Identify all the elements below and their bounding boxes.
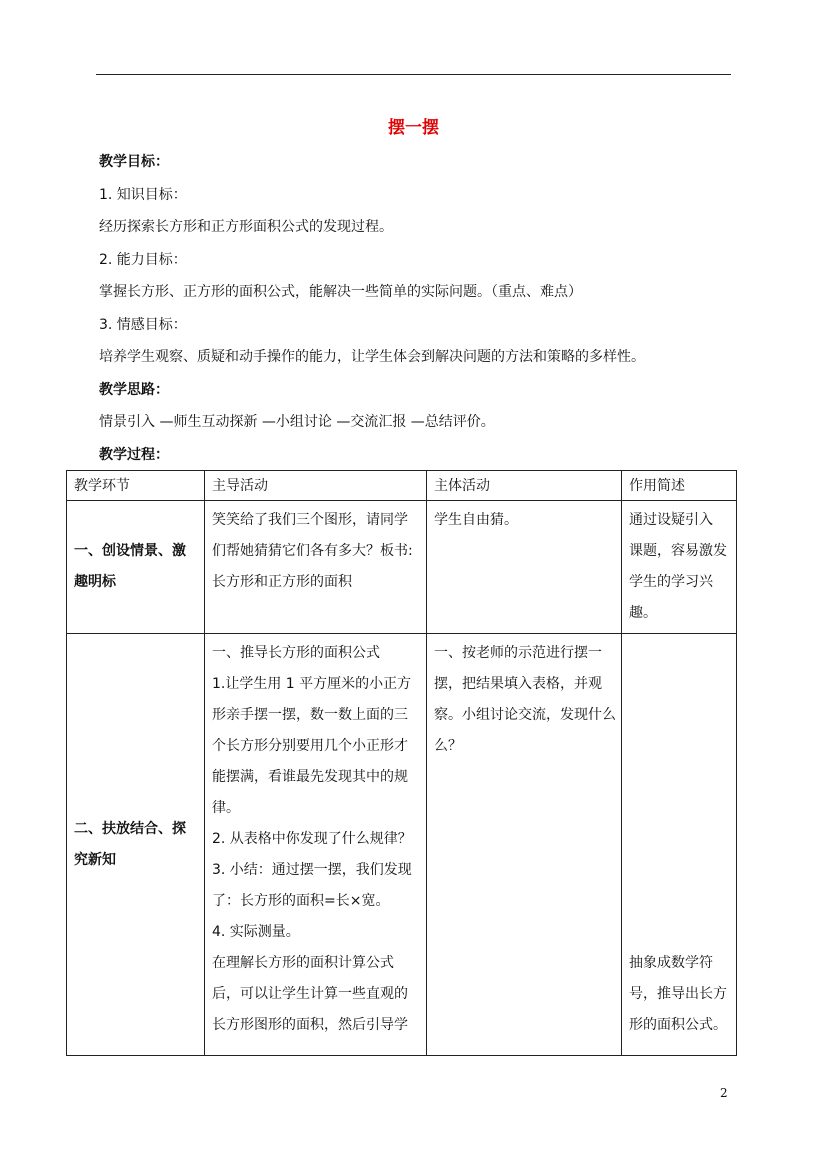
purpose-spacer xyxy=(629,638,729,793)
lead-line: 3. 小结：通过摆一摆，我们发现 xyxy=(212,862,412,878)
purpose-spacer xyxy=(629,793,729,948)
lead-line: 后，可以让学生计算一些直观的 xyxy=(212,986,408,1002)
document-title: 摆一摆 xyxy=(388,118,439,138)
teaching-process-table xyxy=(66,470,737,1056)
lead-line: 2. 从表格中你发现了什么规律？ xyxy=(212,831,412,847)
purpose-cell xyxy=(622,501,737,634)
lead-line: 长方形和正方形的面积 xyxy=(212,574,352,590)
approach-text: 情景引入 —师生互动探新 —小组讨论 —交流汇报 —总结评价。 xyxy=(99,414,495,430)
emotion-goal-text: 培养学生观察、质疑和动手操作的能力，让学生体会到解决问题的方法和策略的多样性。 xyxy=(99,349,645,365)
lead-line: 4. 实际测量。 xyxy=(212,924,300,940)
knowledge-goal-label: 1. 知识目标： xyxy=(99,187,187,203)
purpose-line: 号，推导出长方 xyxy=(629,986,727,1002)
table-row xyxy=(67,501,737,634)
knowledge-goal-text: 经历探索长方形和正方形面积公式的发现过程。 xyxy=(99,219,393,235)
table-header-row xyxy=(67,471,737,501)
subject-line: 摆，把结果填入表格，并观 xyxy=(434,676,602,692)
purpose-line: 通过设疑引入 xyxy=(629,512,713,528)
purpose-line: 抽象成数学符 xyxy=(629,955,713,971)
column-header-stage: 教学环节 xyxy=(67,471,205,501)
purpose-line: 学生的学习兴 xyxy=(629,574,713,590)
approach-heading: 教学思路： xyxy=(99,382,169,398)
ability-goal-label: 2. 能力目标： xyxy=(99,252,187,268)
process-heading: 教学过程： xyxy=(99,447,169,463)
goals-heading: 教学目标： xyxy=(99,154,169,170)
lead-line: 个长方形分别要用几个小正形才 xyxy=(212,738,408,754)
subject-line: 一、按老师的示范进行摆一 xyxy=(434,645,602,661)
subject-activity-cell xyxy=(427,501,622,634)
lead-activity-cell xyxy=(205,501,427,634)
lead-line: 形亲手摆一摆，数一数上面的三 xyxy=(212,707,408,723)
purpose-line: 课题，容易激发 xyxy=(629,543,727,559)
stage-line: 二、扶放结合、探 xyxy=(74,820,186,837)
stage-line: 趣明标 xyxy=(74,574,116,590)
purpose-line: 趣。 xyxy=(629,605,657,621)
lead-line: 1.让学生用 1 平方厘米的小正方 xyxy=(212,676,412,692)
subject-activity-cell xyxy=(427,634,622,1056)
lead-activity-cell xyxy=(205,634,427,1056)
purpose-cell xyxy=(622,634,737,1056)
subject-line: 么？ xyxy=(434,738,462,754)
purpose-line: 形的面积公式。 xyxy=(629,1017,727,1033)
lead-line: 一、推导长方形的面积公式 xyxy=(212,645,380,661)
lead-line: 在理解长方形的面积计算公式 xyxy=(212,955,394,971)
table-row xyxy=(67,634,737,1056)
header-rule xyxy=(96,74,731,75)
stage-cell xyxy=(67,501,205,634)
emotion-goal-label: 3. 情感目标： xyxy=(99,317,187,333)
lead-line: 们帮她猜猜它们各有多大？板书: xyxy=(212,543,413,559)
column-header-subject: 主体活动 xyxy=(427,471,622,501)
column-header-lead: 主导活动 xyxy=(205,471,427,501)
lead-line: 能摆满，看谁最先发现其中的规 xyxy=(212,769,408,785)
lead-line: 笑笑给了我们三个图形，请同学 xyxy=(212,512,408,528)
stage-line: 究新知 xyxy=(74,851,116,868)
stage-line: 一、创设情景、激 xyxy=(74,543,186,559)
subject-line: 察。小组讨论交流，发现什么 xyxy=(434,707,616,723)
page-number: 2 xyxy=(720,1086,728,1100)
lead-line: 长方形图形的面积，然后引导学 xyxy=(212,1017,408,1033)
lead-line: 了：长方形的面积=长×宽。 xyxy=(212,893,390,909)
stage-cell xyxy=(67,634,205,1056)
ability-goal-text: 掌握长方形、正方形的面积公式，能解决一些简单的实际问题。（重点、难点） xyxy=(99,284,582,300)
column-header-purpose: 作用简述 xyxy=(622,471,737,501)
subject-line: 学生自由猜。 xyxy=(434,512,518,528)
lead-line: 律。 xyxy=(212,800,240,816)
